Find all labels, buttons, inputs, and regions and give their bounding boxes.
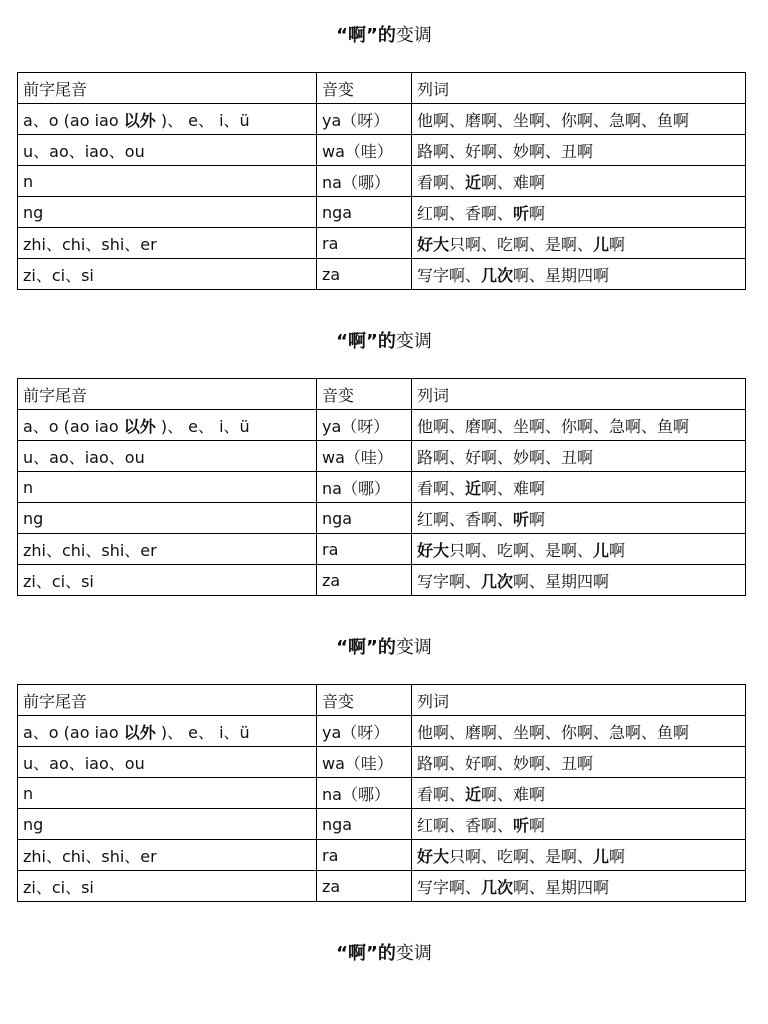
cell-sound-change: ra [317, 534, 412, 565]
header-examples: 列词 [412, 685, 746, 716]
title-quote-close: ” [366, 943, 378, 964]
title-quote-close: ” [366, 25, 378, 46]
header-sound-change: 音变 [317, 685, 412, 716]
tone-change-table [17, 378, 746, 596]
table-header-row [18, 685, 746, 716]
cell-examples: 红啊、香啊、听啊 [412, 503, 746, 534]
title-bold-a: 啊 [348, 943, 366, 964]
table-row [18, 197, 746, 228]
title-quote-open: “ [336, 25, 348, 46]
cell-examples: 写字啊、几次啊、星期四啊 [412, 565, 746, 596]
table-row [18, 809, 746, 840]
cell-sound-change: za [317, 871, 412, 902]
cell-examples: 看啊、近啊、难啊 [412, 166, 746, 197]
header-examples: 列词 [412, 73, 746, 104]
header-preceding-sound: 前字尾音 [18, 685, 317, 716]
title-rest: 变调 [395, 637, 432, 658]
cell-examples: 写字啊、几次啊、星期四啊 [412, 871, 746, 902]
title-bold-a: 啊 [348, 331, 366, 352]
table-row [18, 534, 746, 565]
table-row [18, 410, 746, 441]
table-row [18, 871, 746, 902]
table-row [18, 840, 746, 871]
cell-examples: 路啊、好啊、妙啊、丑啊 [412, 441, 746, 472]
cell-examples: 好大只啊、吃啊、是啊、儿啊 [412, 840, 746, 871]
header-sound-change: 音变 [317, 379, 412, 410]
title-rest: 变调 [395, 943, 432, 964]
title-rest: 变调 [395, 331, 432, 352]
section-title [0, 24, 768, 48]
cell-sound-change: nga [317, 503, 412, 534]
table-row [18, 441, 746, 472]
cell-sound-change: wa（哇） [317, 441, 412, 472]
title-bold-de: 的 [377, 25, 396, 46]
table-row [18, 259, 746, 290]
cell-preceding-sound: zi、ci、si [18, 565, 317, 596]
cell-sound-change: wa（哇） [317, 747, 412, 778]
title-bold-a: 啊 [348, 25, 366, 46]
table-row [18, 716, 746, 747]
title-bold-de: 的 [377, 943, 396, 964]
cell-sound-change: ra [317, 840, 412, 871]
cell-examples: 好大只啊、吃啊、是啊、儿啊 [412, 228, 746, 259]
table-row [18, 472, 746, 503]
cell-examples: 路啊、好啊、妙啊、丑啊 [412, 747, 746, 778]
cell-preceding-sound: u、ao、iao、ou [18, 747, 317, 778]
cell-sound-change: ya（呀） [317, 410, 412, 441]
cell-sound-change: nga [317, 809, 412, 840]
section-title [0, 636, 768, 660]
cell-preceding-sound: ng [18, 503, 317, 534]
header-preceding-sound: 前字尾音 [18, 379, 317, 410]
title-quote-close: ” [366, 331, 378, 352]
cell-examples: 看啊、近啊、难啊 [412, 472, 746, 503]
cell-examples: 红啊、香啊、听啊 [412, 809, 746, 840]
table-row [18, 565, 746, 596]
section-title [0, 330, 768, 354]
tone-change-table [17, 72, 746, 290]
cell-examples: 路啊、好啊、妙啊、丑啊 [412, 135, 746, 166]
cell-sound-change: za [317, 259, 412, 290]
cell-preceding-sound: zhi、chi、shi、er [18, 840, 317, 871]
cell-preceding-sound: zhi、chi、shi、er [18, 534, 317, 565]
table-row [18, 778, 746, 809]
table-header-row [18, 73, 746, 104]
table-row [18, 135, 746, 166]
cell-sound-change: ya（呀） [317, 716, 412, 747]
title-quote-open: “ [336, 637, 348, 658]
cell-preceding-sound: zi、ci、si [18, 259, 317, 290]
title-bold-a: 啊 [348, 637, 366, 658]
title-quote-open: “ [336, 331, 348, 352]
cell-examples: 好大只啊、吃啊、是啊、儿啊 [412, 534, 746, 565]
cell-preceding-sound: n [18, 166, 317, 197]
cell-sound-change: na（哪） [317, 472, 412, 503]
section-title [0, 942, 768, 966]
table-row [18, 166, 746, 197]
cell-sound-change: na（哪） [317, 166, 412, 197]
cell-examples: 他啊、磨啊、坐啊、你啊、急啊、鱼啊 [412, 716, 746, 747]
title-quote-open: “ [336, 943, 348, 964]
cell-preceding-sound: ng [18, 197, 317, 228]
cell-preceding-sound: ng [18, 809, 317, 840]
cell-preceding-sound: a、o (ao iao 以外 )、 e、 i、ü [18, 716, 317, 747]
cell-sound-change: ra [317, 228, 412, 259]
table-row [18, 104, 746, 135]
cell-preceding-sound: a、o (ao iao 以外 )、 e、 i、ü [18, 410, 317, 441]
cell-examples: 看啊、近啊、难啊 [412, 778, 746, 809]
cell-preceding-sound: n [18, 472, 317, 503]
table-row [18, 503, 746, 534]
cell-preceding-sound: u、ao、iao、ou [18, 135, 317, 166]
title-bold-de: 的 [377, 637, 396, 658]
cell-sound-change: wa（哇） [317, 135, 412, 166]
cell-sound-change: ya（呀） [317, 104, 412, 135]
table-header-row [18, 379, 746, 410]
tone-change-table [17, 684, 746, 902]
title-rest: 变调 [395, 25, 432, 46]
cell-preceding-sound: a、o (ao iao 以外 )、 e、 i、ü [18, 104, 317, 135]
header-preceding-sound: 前字尾音 [18, 73, 317, 104]
cell-examples: 写字啊、几次啊、星期四啊 [412, 259, 746, 290]
cell-sound-change: na（哪） [317, 778, 412, 809]
cell-examples: 他啊、磨啊、坐啊、你啊、急啊、鱼啊 [412, 104, 746, 135]
title-quote-close: ” [366, 637, 378, 658]
cell-preceding-sound: zi、ci、si [18, 871, 317, 902]
cell-preceding-sound: n [18, 778, 317, 809]
header-sound-change: 音变 [317, 73, 412, 104]
cell-sound-change: za [317, 565, 412, 596]
table-row [18, 747, 746, 778]
header-examples: 列词 [412, 379, 746, 410]
cell-preceding-sound: u、ao、iao、ou [18, 441, 317, 472]
table-row [18, 228, 746, 259]
title-bold-de: 的 [377, 331, 396, 352]
cell-examples: 红啊、香啊、听啊 [412, 197, 746, 228]
cell-sound-change: nga [317, 197, 412, 228]
cell-preceding-sound: zhi、chi、shi、er [18, 228, 317, 259]
cell-examples: 他啊、磨啊、坐啊、你啊、急啊、鱼啊 [412, 410, 746, 441]
